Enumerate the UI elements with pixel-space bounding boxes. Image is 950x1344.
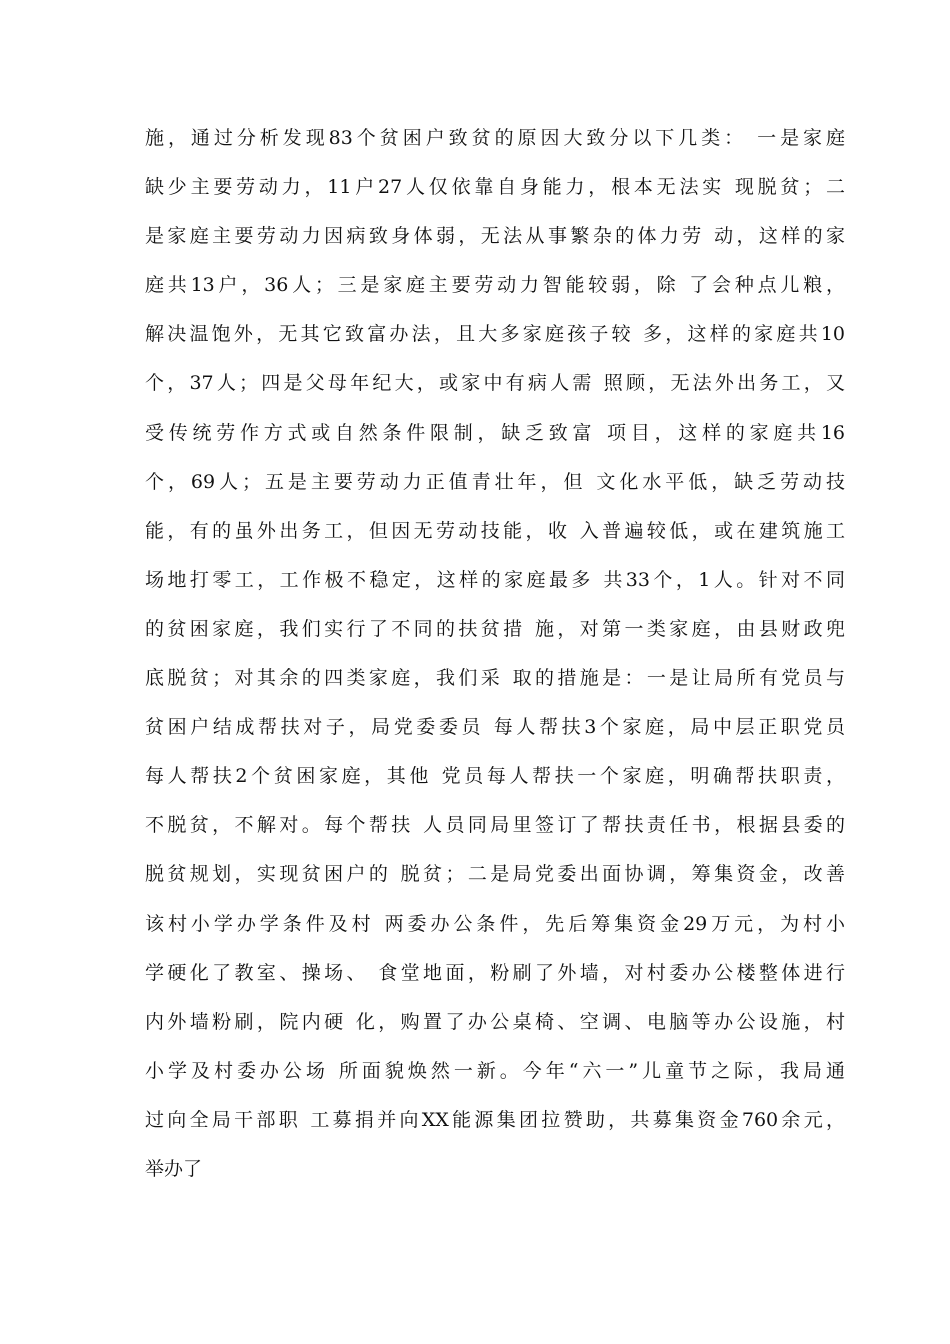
body-text xyxy=(145,118,845,1198)
text-line: 内外墙粉刷，院内硬 化，购置了办公桌椅、空调、电脑等办公设施，村 xyxy=(145,1010,845,1033)
text-line: 个，69人；五是主要劳动力正值青壮年，但 文化水平低，缺乏劳动技 xyxy=(145,470,845,493)
text-line: 小学及村委办公场 所面貌焕然一新。今年“六一”儿童节之际，我局通 xyxy=(145,1059,845,1082)
text-line: 举办了 xyxy=(145,1157,203,1180)
text-line: 受传统劳作方式或自然条件限制，缺乏致富 项目，这样的家庭共16 xyxy=(145,421,845,444)
text-line: 施，通过分析发现83个贫困户致贫的原因大致分以下几类： 一是家庭 xyxy=(145,127,845,149)
text-line: 学硬化了教室、操场、 食堂地面，粉刷了外墙，对村委办公楼整体进行 xyxy=(145,961,845,984)
text-line: 庭共13户，36人；三是家庭主要劳动力智能较弱，除 了会种点儿粮， xyxy=(145,274,845,297)
text-line: 能，有的虽外出务工，但因无劳动技能，收 入普遍较低，或在建筑施工 xyxy=(145,519,845,542)
text-line: 每人帮扶2个贫困家庭，其他 党员每人帮扶一个家庭，明确帮扶职责， xyxy=(145,765,845,788)
text-line: 是家庭主要劳动力因病致身体弱，无法从事繁杂的体力劳 动，这样的家 xyxy=(145,225,845,248)
text-line: 脱贫规划，实现贫困户的 脱贫；二是局党委出面协调，筹集资金，改善 xyxy=(145,863,845,886)
text-line: 场地打零工，工作极不稳定，这样的家庭最多 共33个，1人。针对不同 xyxy=(145,568,845,591)
text-line: 缺少主要劳动力，11户27人仅依靠自身能力，根本无法实 现脱贫；二 xyxy=(145,176,845,199)
text-line: 个，37人；四是父母年纪大，或家中有病人需 照顾，无法外出务工，又 xyxy=(145,372,845,395)
text-line: 的贫困家庭，我们实行了不同的扶贫措 施，对第一类家庭，由县财政兜 xyxy=(145,617,845,640)
text-line: 解决温饱外，无其它致富办法，且大多家庭孩子较 多，这样的家庭共10 xyxy=(145,323,845,346)
text-line: 不脱贫，不解对。每个帮扶 人员同局里签订了帮扶责任书，根据县委的 xyxy=(145,814,845,837)
text-line: 底脱贫；对其余的四类家庭，我们采 取的措施是：一是让局所有党员与 xyxy=(145,667,845,690)
text-line: 该村小学办学条件及村 两委办公条件，先后筹集资金29万元，为村小 xyxy=(145,912,845,935)
text-line: 贫困户结成帮扶对子，局党委委员 每人帮扶3个家庭，局中层正职党员 xyxy=(145,716,845,739)
text-line: 过向全局干部职 工募捐并向XX能源集团拉赞助，共募集资金760余元， xyxy=(145,1108,845,1131)
